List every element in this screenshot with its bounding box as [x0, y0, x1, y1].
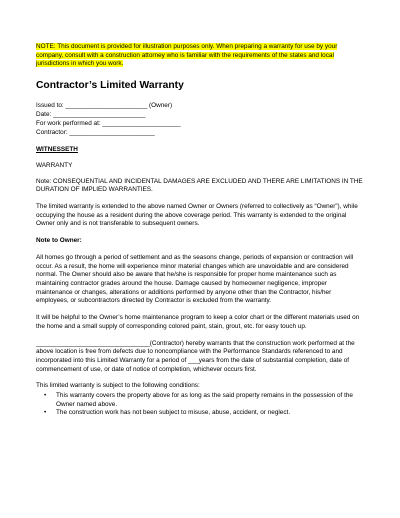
condition-text: The construction work has not been subject to misuse, abuse, accident, or neglect. — [56, 409, 291, 417]
field-work-location — [36, 120, 364, 129]
field-label: Issued to: — [36, 102, 66, 110]
bullet-icon: • — [44, 409, 47, 417]
note-to-owner-heading: Note to Owner: — [36, 237, 82, 245]
field-blank: _______________________ — [65, 102, 148, 110]
warranty-extension-paragraph: The limited warranty is extended to the above named Owner or Owners (referred to collectively as “Owner”), while occupying the house as a resident during the above coverage period. This warranty is extended to the original Owner only and is not transferable to subsequent owners. — [36, 203, 358, 228]
witnesseth-heading: WITNESSETH — [36, 146, 78, 154]
list-item — [44, 409, 364, 418]
field-label: Date: — [36, 111, 54, 119]
field-suffix: (Owner) — [147, 102, 173, 110]
field-contractor — [36, 129, 364, 138]
field-label: For work performed at: — [36, 119, 103, 127]
maintenance-paragraph: It will be helpful to the Owner’s home maintenance program to keep a color chart or the different materials used on the home and a small supply of corresponding colored paint, stain, grout, etc. for easy touch up. — [36, 314, 360, 330]
settlement-paragraph: All homes go through a period of settlement and as the seasons change, periods of expansion or contraction will occur. As a result, the home will experience minor material changes which are unavoidable and are considered normal. The Owner should also be aware that he/she is responsible for proper home maintenance such as maintaining contractor grades around the house. Damage caused by homeowner negligence, improper maintenance or changes, alterations or additions performed by anyone other than the Contractor, his/her employees, or subcontractors directed by Contractor is excluded from the warranty. — [36, 253, 354, 305]
field-date — [36, 111, 364, 120]
conditions-list — [36, 392, 364, 418]
bullet-icon: • — [44, 392, 47, 400]
consequential-damages-note: Note: CONSEQUENTIAL AND INCIDENTAL DAMAGES ARE EXCLUDED AND THERE ARE LIMITATIONS IN THE DURATION OF IMPLIED WARRANTIES. — [36, 177, 363, 194]
list-item — [44, 392, 364, 409]
header-fields — [36, 102, 364, 137]
disclaimer-note — [36, 43, 364, 69]
disclaimer-note-text: NOTE: This document is provided for illustration purposes only. When preparing a warranty for use by your company, consult with a construction attorney who is familiar with the requirements of the states and local jurisdictions in which you work. — [36, 43, 338, 68]
field-blank: ________________________ — [69, 128, 155, 136]
field-label: Contractor: — [36, 128, 70, 136]
field-issued-to — [36, 102, 364, 111]
warranty-label: WARRANTY — [36, 161, 73, 169]
field-blank: __________________________ — [53, 111, 146, 119]
contractor-warranty-paragraph: ________________________________(Contractor) hereby warrants that the construction work performed at the above location is free from defects due to noncompliance with the Performance Standards referenced to and incorporated into this Limited Warranty for a period of ___years from the date of substantial completion, date of commencement of use, or date of notice of completion, whichever occurs first. — [36, 339, 355, 373]
document-title: Contractor’s Limited Warranty — [36, 80, 184, 92]
conditions-intro: This limited warranty is subject to the following conditions: — [36, 382, 200, 390]
condition-text: This warranty covers the property above for as long as the said property remains in the possession of the Owner named above. — [56, 392, 353, 408]
field-blank: ______________________ — [102, 119, 181, 127]
